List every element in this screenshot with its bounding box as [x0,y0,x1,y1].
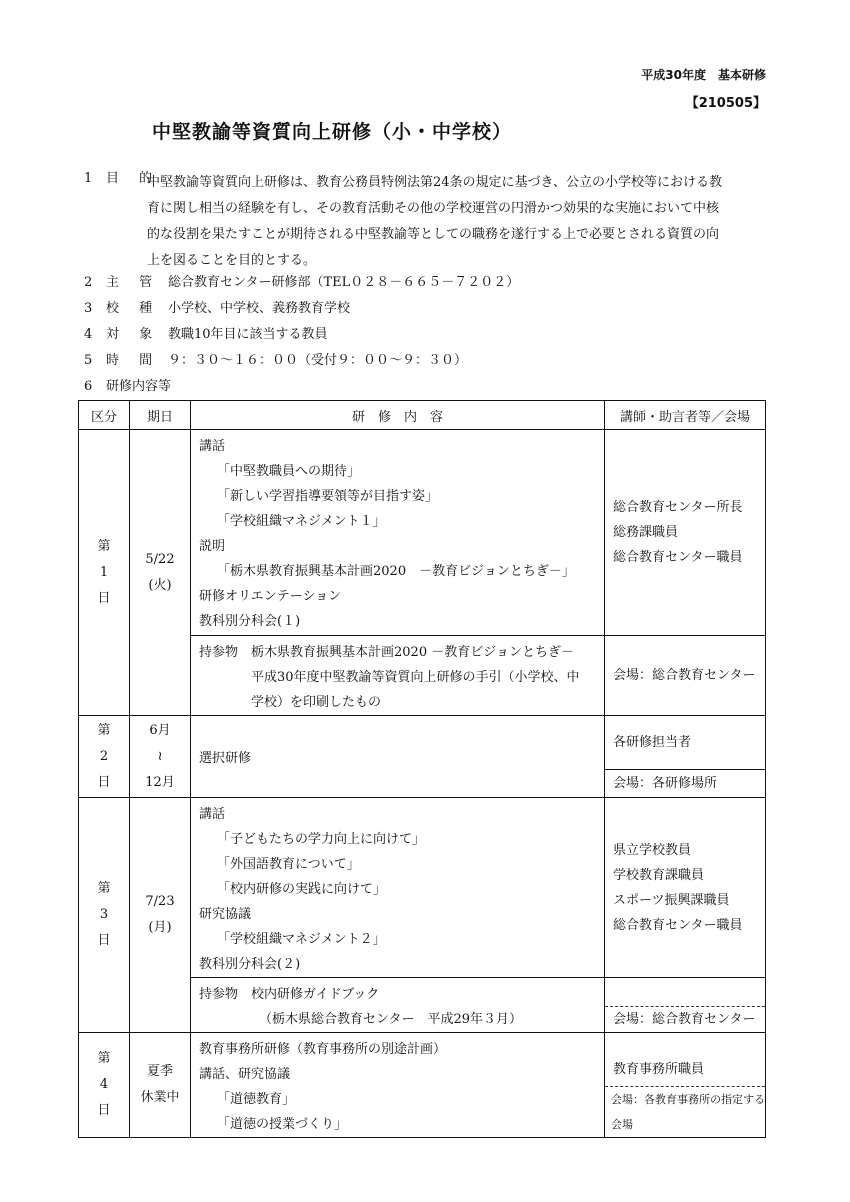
day-label: 第 1 日 [79,430,130,716]
day-content: 講話 「子どもたちの学力向上に向けて」 「外国語教育について」 「校内研修の実践に向けて」 研究協議 「学校組織マネジメント２」 教科別分科会(２) [191,798,605,978]
table-row [79,716,766,770]
header-content: 研 修 内 容 [191,401,605,430]
day-venue: 会場：各研修場所 [605,770,766,798]
day-date: 6月 ≀ 12月 [130,716,191,798]
day-label: 第 4 日 [79,1033,130,1138]
day-content: 講話 「中堅教職員への期待」 「新しい学習指導要領等が目指す姿」 「学校組織マネジメント１」 説明 「栃木県教育振興基本計画2020 －教育ビジョンとちぎ－」 研修オリエンテーション 教科別分科会(１) [191,430,605,636]
day-instructors: 総合教育センター所長 総務課職員 総合教育センター職員 [605,430,766,636]
day-venue: 会場：総合教育センター [605,978,766,1033]
day-items: 持参物 栃木県教育振興基本計画2020 －教育ビジョンとちぎ－ 平成30年度中堅教諭等資質向上研修の手引（小学校、中 学校）を印刷したもの [191,636,605,716]
day-instructors: 県立学校教員 学校教育課職員 スポーツ振興課職員 総合教育センター職員 [605,798,766,978]
table-header-row [79,401,766,430]
day-date: 夏季 休業中 [130,1033,191,1138]
header-instructor: 講師・助言者等／会場 [605,401,766,430]
day-label: 第 2 日 [79,716,130,798]
table-row [79,430,766,636]
day-date: 5/22 (火) [130,430,191,716]
header-category: 区分 [79,401,130,430]
page-title: 中堅教諭等資質向上研修（小・中学校） [152,121,513,143]
schedule-table [78,400,766,1138]
day-label: 第 3 日 [79,798,130,1033]
year-label: 平成30年度 基本研修 [641,68,766,82]
day-venue: 会場：総合教育センター [605,636,766,716]
day-instructors-venue: 教育事務所職員 会場：各教育事務所の指定する会場 [605,1033,766,1138]
day-content: 選択研修 [191,716,605,798]
header-date: 期日 [130,401,191,430]
table-row [79,798,766,978]
day-instructors: 各研修担当者 [605,716,766,770]
table-row [79,1033,766,1138]
day-items: 持参物 校内研修ガイドブック （栃木県総合教育センター 平成29年３月） [191,978,605,1033]
day-content: 教育事務所研修（教育事務所の別途計画） 講話、研究協議 「道徳教育」 「道徳の授業づくり」 [191,1033,605,1138]
day-date: 7/23 (月) [130,798,191,1033]
document-code: 【210505】 [685,96,766,111]
